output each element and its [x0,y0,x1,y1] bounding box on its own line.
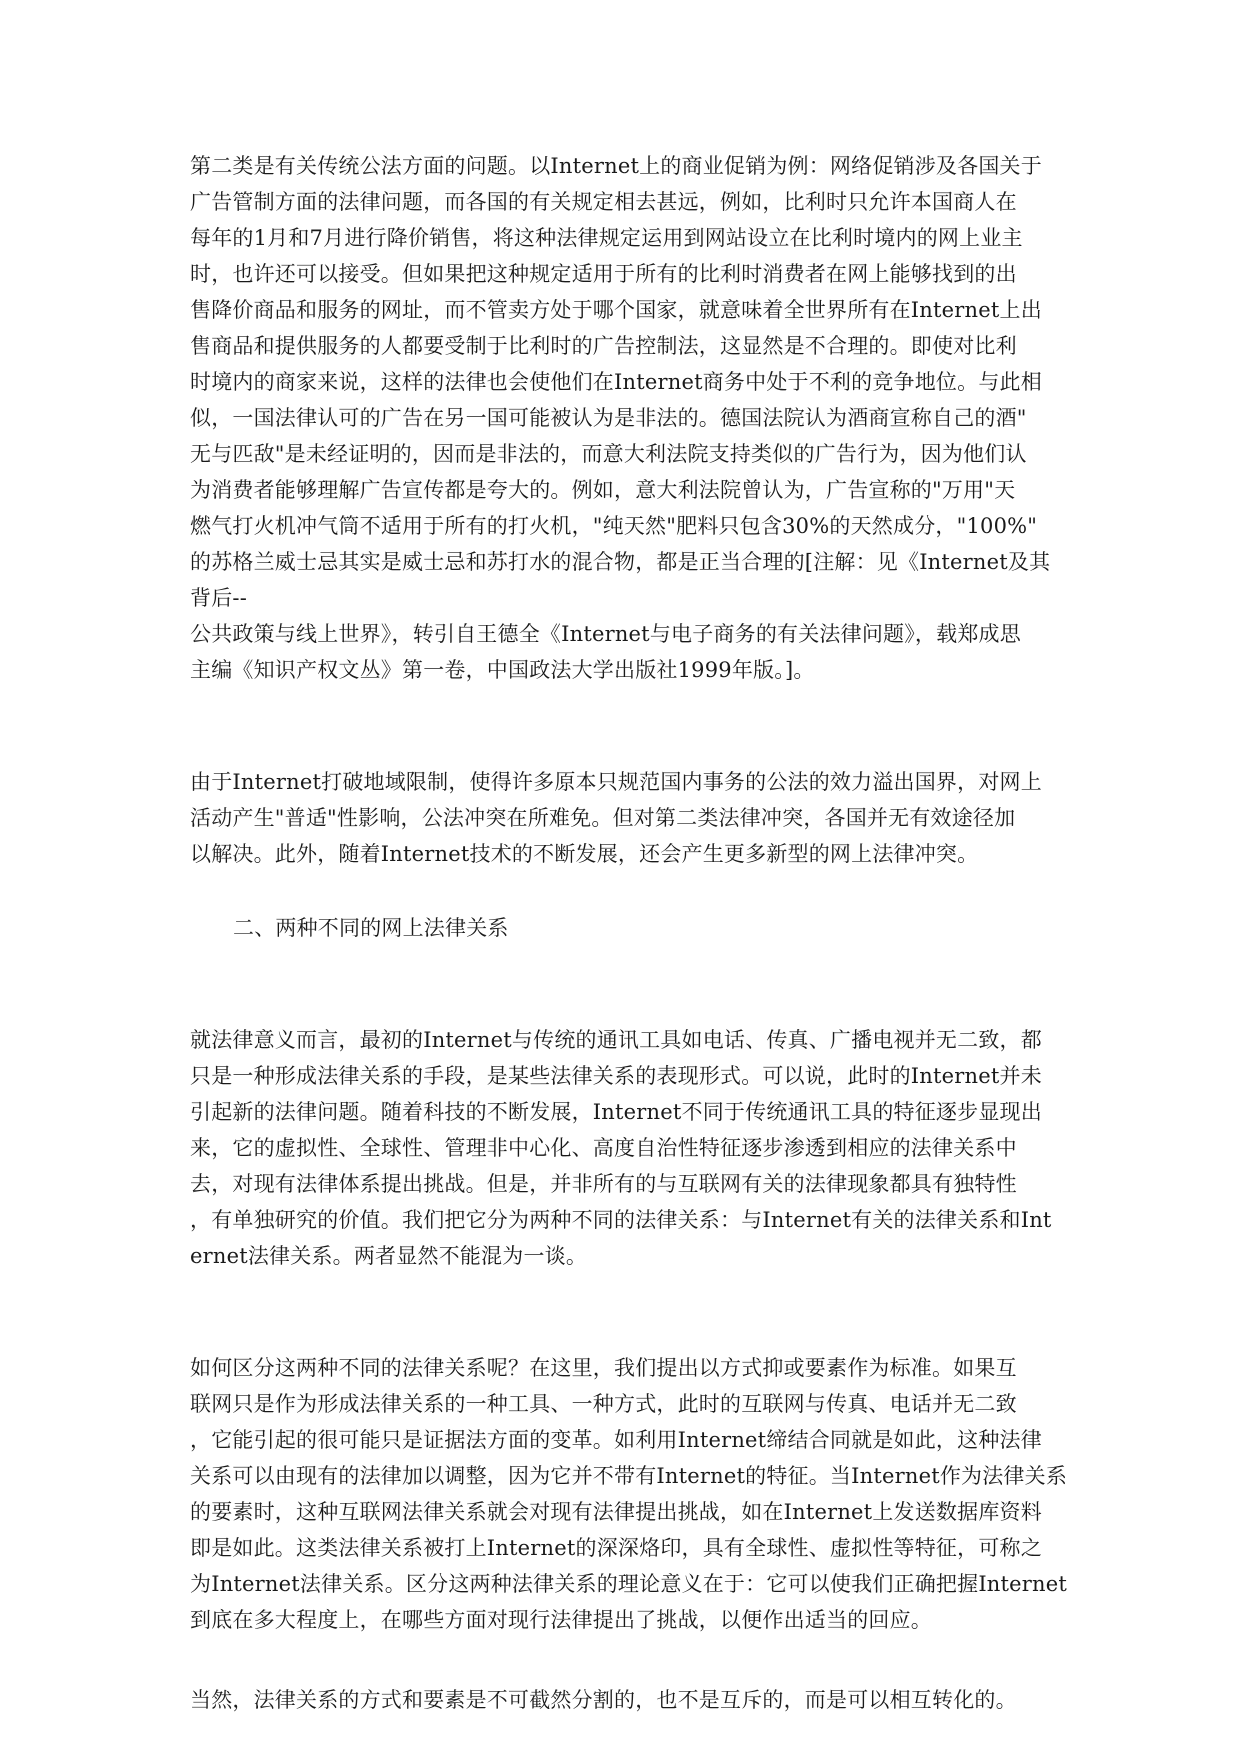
paragraph-4-line: 关系可以由现有的法律加以调整，因为它并不带有Internet的特征。当Internet作为法律关系 [190,1464,1068,1488]
paragraph-3-line: 引起新的法律问题。随着科技的不断发展，Internet不同于传统通讯工具的特征逐步显现出 [190,1100,1042,1124]
paragraph-2-line: 由于Internet打破地域限制，使得许多原本只规范国内事务的公法的效力溢出国界，对网上 [190,770,1042,794]
paragraph-3-line: 来，它的虚拟性、全球性、管理非中心化、高度自治性特征逐步渗透到相应的法律关系中 [190,1136,1017,1160]
paragraph-4-line: 如何区分这两种不同的法律关系呢？在这里，我们提出以方式抑或要素作为标准。如果互 [190,1356,1017,1380]
paragraph-2-line: 活动产生"普适"性影响，公法冲突在所难免。但对第二类法律冲突，各国并无有效途径加 [190,806,1016,830]
paragraph-3-line: 只是一种形成法律关系的手段，是某些法律关系的表现形式。可以说，此时的Internet并未 [190,1064,1042,1088]
paragraph-1-line: 似，一国法律认可的广告在另一国可能被认为是非法的。德国法院认为酒商宣称自己的酒" [190,406,1027,430]
paragraph-1-line: 主编《知识产权文丛》第一卷，中国政法大学出版社1999年版。]。 [190,658,815,682]
paragraph-3-line: 就法律意义而言，最初的Internet与传统的通讯工具如电话、传真、广播电视并无二致，都 [190,1028,1042,1052]
paragraph-1-line: 每年的1月和7月进行降价销售，将这种法律规定运用到网站设立在比利时境内的网上业主 [190,226,1023,250]
paragraph-1-line: 售降价商品和服务的网址，而不管卖方处于哪个国家，就意味着全世界所有在Internet上出 [190,298,1042,322]
paragraph-1-line: 的苏格兰威士忌其实是威士忌和苏打水的混合物，都是正当合理的[注解：见《Internet及其 [190,550,1051,574]
paragraph-1-line: 燃气打火机冲气筒不适用于所有的打火机，"纯天然"肥料只包含30%的天然成分，"100%" [190,514,1038,538]
paragraph-5-line: 当然，法律关系的方式和要素是不可截然分割的，也不是互斥的，而是可以相互转化的。 [190,1688,1017,1712]
paragraph-3-line: 去，对现有法律体系提出挑战。但是，并非所有的与互联网有关的法律现象都具有独特性 [190,1172,1017,1196]
paragraph-3-line: ，有单独研究的价值。我们把它分为两种不同的法律关系：与Internet有关的法律关系和Int [190,1208,1052,1232]
paragraph-4-line: 的要素时，这种互联网法律关系就会对现有法律提出挑战，如在Internet上发送数据库资料 [190,1500,1042,1524]
paragraph-1-line: 无与匹敌"是未经证明的，因而是非法的，而意大利法院支持类似的广告行为，因为他们认 [190,442,1027,466]
paragraph-1-line: 第二类是有关传统公法方面的问题。以Internet上的商业促销为例：网络促销涉及各国关于 [190,154,1042,178]
section-heading: 二、两种不同的网上法律关系 [233,916,509,940]
paragraph-4-line: 联网只是作为形成法律关系的一种工具、一种方式，此时的互联网与传真、电话并无二致 [190,1392,1017,1416]
paragraph-1-line: 售商品和提供服务的人都要受制于比利时的广告控制法，这显然是不合理的。即使对比利 [190,334,1017,358]
paragraph-1-line: 为消费者能够理解广告宣传都是夸大的。例如，意大利法院曾认为，广告宣称的"万用"天 [190,478,1016,502]
paragraph-3-line: ernet法律关系。两者显然不能混为一谈。 [190,1244,588,1268]
paragraph-1-line: 时境内的商家来说，这样的法律也会使他们在Internet商务中处于不利的竞争地位。与此相 [190,370,1042,394]
paragraph-4-line: 为Internet法律关系。区分这两种法律关系的理论意义在于：它可以使我们正确把握Internet [190,1572,1068,1596]
paragraph-4-line: 即是如此。这类法律关系被打上Internet的深深烙印，具有全球性、虚拟性等特征，可称之 [190,1536,1042,1560]
paragraph-1-line: 背后-- [190,586,247,610]
paragraph-4-line: ，它能引起的很可能只是证据法方面的变革。如利用Internet缔结合同就是如此，这种法律 [190,1428,1042,1452]
paragraph-1-line: 公共政策与线上世界》，转引自王德全《Internet与电子商务的有关法律问题》，载郑成思 [190,622,1021,646]
paragraph-2-line: 以解决。此外，随着Internet技术的不断发展，还会产生更多新型的网上法律冲突。 [190,842,979,866]
paragraph-1-line: 时，也许还可以接受。但如果把这种规定适用于所有的比利时消费者在网上能够找到的出 [190,262,1017,286]
paragraph-4-line: 到底在多大程度上，在哪些方面对现行法律提出了挑战，以便作出适当的回应。 [190,1608,932,1632]
paragraph-1-line: 广告管制方面的法律问题，而各国的有关规定相去甚远，例如，比利时只允许本国商人在 [190,190,1017,214]
